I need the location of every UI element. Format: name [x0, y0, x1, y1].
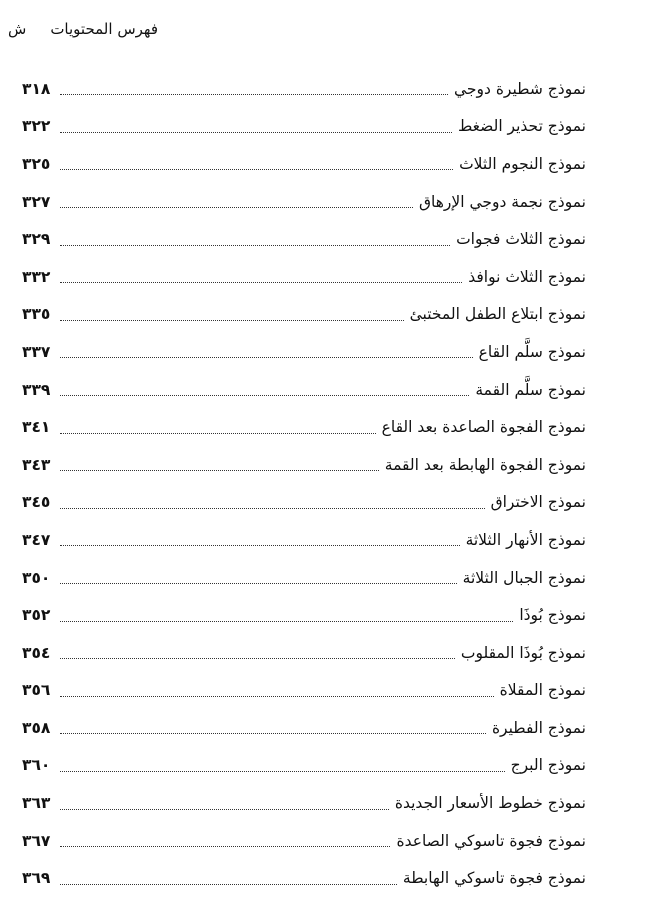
toc-entry[interactable]: [22, 484, 586, 522]
toc-entry-page: ٣٤٣: [22, 455, 51, 474]
toc-entry-title: نموذج الفجوة الهابطة بعد القمة: [384, 455, 586, 474]
page-header: [8, 16, 158, 42]
dot-leader: [60, 696, 494, 697]
toc-entry-title: نموذج الفطيرة: [491, 718, 586, 737]
toc-entry[interactable]: [22, 108, 586, 146]
toc-entry[interactable]: [22, 784, 586, 822]
toc-entry-page: ٣٥٢: [22, 606, 51, 625]
dot-leader: [60, 733, 486, 734]
toc-entry-page: ٣٦٧: [22, 831, 51, 850]
toc-entry[interactable]: [22, 371, 586, 409]
toc-entry-title: نموذج ابتلاع الطفل المختبئ: [409, 305, 586, 324]
toc-entry-page: ٣٥٨: [22, 718, 51, 737]
toc-entry-page: ٣٥٤: [22, 643, 51, 662]
toc-entry-page: ٣٢٥: [22, 154, 51, 173]
toc-entry-page: ٣٤١: [22, 418, 51, 437]
toc-entry[interactable]: [22, 859, 586, 897]
toc-entry-title: نموذج الأنهار الثلاثة: [465, 530, 586, 549]
dot-leader: [60, 395, 469, 396]
toc-entry-page: ٣٢٩: [22, 230, 51, 249]
toc-entry-page: ٣٣٢: [22, 267, 51, 286]
toc-entry-title: نموذج تحذير الضغط: [457, 117, 586, 136]
toc-entry-title: نموذج سلَّم القمة: [475, 380, 586, 399]
toc-entry[interactable]: [22, 333, 586, 371]
toc-entry-page: ٣٦٩: [22, 869, 51, 888]
dot-leader: [60, 357, 473, 358]
toc-entry[interactable]: [22, 709, 586, 747]
toc-entry-page: ٣٥٠: [22, 568, 51, 587]
table-of-contents: [22, 70, 586, 897]
dot-leader: [60, 207, 413, 208]
toc-entry-title: نموذج بُوذَا: [519, 606, 586, 625]
dot-leader: [60, 470, 379, 471]
toc-entry-page: ٣٦٠: [22, 756, 51, 775]
toc-entry-title: نموذج الاختراق: [490, 493, 586, 512]
toc-entry-title: نموذج الفجوة الصاعدة بعد القاع: [381, 418, 586, 437]
toc-entry[interactable]: [22, 634, 586, 672]
toc-entry[interactable]: [22, 672, 586, 710]
dot-leader: [60, 884, 397, 885]
dot-leader: [60, 809, 389, 810]
toc-entry-title: نموذج المقلاة: [499, 681, 586, 700]
toc-entry-title: نموذج البرج: [510, 756, 586, 775]
toc-entry-title: نموذج الثلاث نوافذ: [468, 267, 586, 286]
toc-entry[interactable]: [22, 446, 586, 484]
dot-leader: [60, 433, 376, 434]
toc-entry-title: نموذج النجوم الثلاث: [459, 154, 586, 173]
toc-entry[interactable]: [22, 296, 586, 334]
toc-entry-page: ٣٤٧: [22, 530, 51, 549]
toc-entry[interactable]: [22, 183, 586, 221]
dot-leader: [60, 508, 485, 509]
toc-entry-page: ٣٢٧: [22, 192, 51, 211]
toc-entry[interactable]: [22, 596, 586, 634]
toc-entry-page: ٣٦٣: [22, 794, 51, 813]
dot-leader: [60, 771, 505, 772]
header-page-marker: ش: [8, 20, 27, 38]
dot-leader: [60, 621, 513, 622]
toc-entry-page: ٣٢٢: [22, 117, 51, 136]
toc-entry-title: نموذج فجوة تاسوكي الهابطة: [402, 869, 586, 888]
dot-leader: [60, 320, 404, 321]
toc-entry[interactable]: [22, 408, 586, 446]
toc-entry[interactable]: [22, 559, 586, 597]
toc-entry[interactable]: [22, 521, 586, 559]
toc-entry-title: نموذج الثلاث فجوات: [456, 230, 586, 249]
toc-entry-page: ٣٣٥: [22, 305, 51, 324]
dot-leader: [60, 846, 390, 847]
toc-entry-title: نموذج فجوة تاسوكي الصاعدة: [396, 831, 586, 850]
toc-entry[interactable]: [22, 145, 586, 183]
toc-entry-title: نموذج سلَّم القاع: [478, 342, 586, 361]
dot-leader: [60, 282, 462, 283]
dot-leader: [60, 583, 457, 584]
toc-entry[interactable]: [22, 70, 586, 108]
header-title: فهرس المحتويات: [50, 20, 158, 38]
toc-entry[interactable]: [22, 747, 586, 785]
toc-entry-page: ٣٣٧: [22, 342, 51, 361]
dot-leader: [60, 169, 453, 170]
toc-entry-title: نموذج بُوذَا المقلوب: [460, 643, 586, 662]
toc-entry-page: ٣٥٦: [22, 681, 51, 700]
dot-leader: [60, 94, 448, 95]
toc-entry-title: نموذج نجمة دوجي الإرهاق: [418, 192, 586, 211]
dot-leader: [60, 245, 450, 246]
dot-leader: [60, 658, 455, 659]
toc-entry-page: ٣٤٥: [22, 493, 51, 512]
toc-entry-page: ٣٣٩: [22, 380, 51, 399]
toc-entry-title: نموذج خطوط الأسعار الجديدة: [394, 794, 586, 813]
toc-entry[interactable]: [22, 258, 586, 296]
toc-entry-title: نموذج الجبال الثلاثة: [462, 568, 586, 587]
dot-leader: [60, 545, 460, 546]
toc-entry[interactable]: [22, 822, 586, 860]
toc-entry-title: نموذج شطيرة دوجي: [454, 79, 586, 98]
dot-leader: [60, 132, 452, 133]
toc-entry[interactable]: [22, 220, 586, 258]
toc-entry-page: ٣١٨: [22, 79, 51, 98]
